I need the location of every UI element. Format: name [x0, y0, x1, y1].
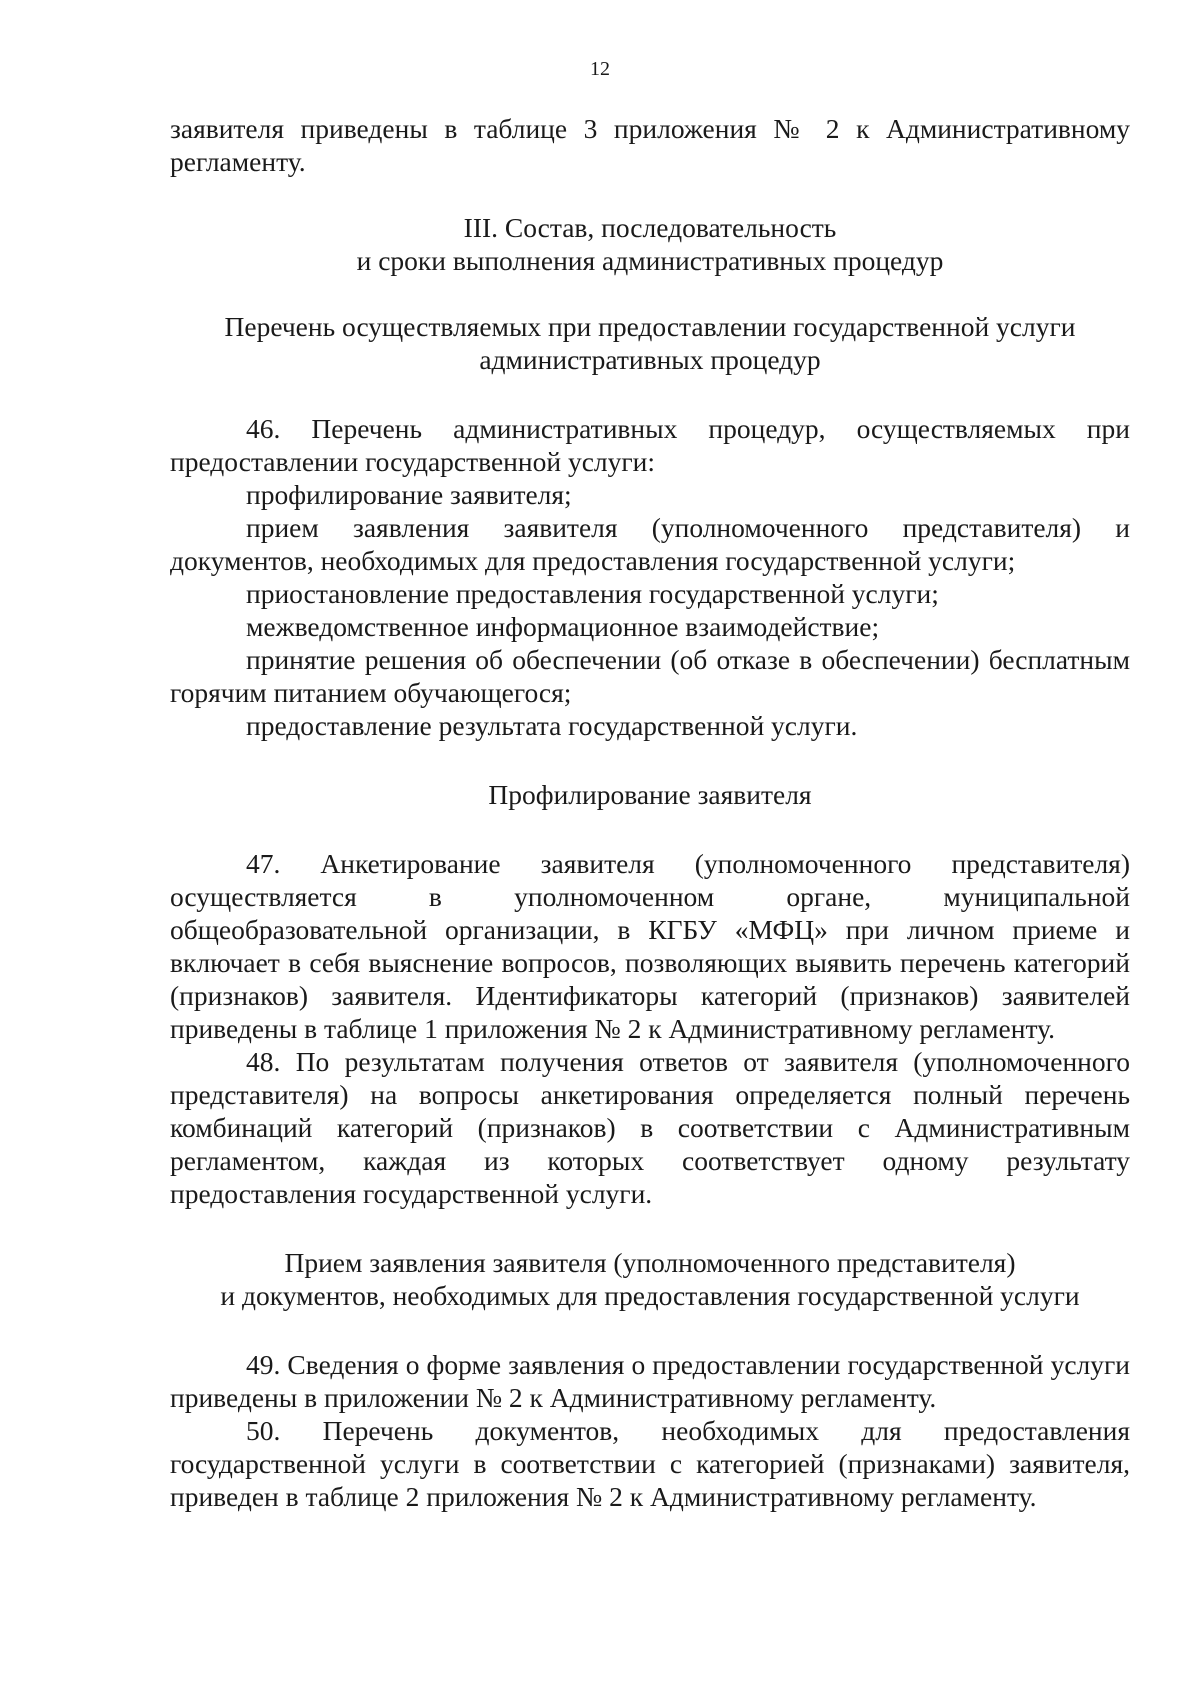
reception-title-line-2: и документов, необходимых для предоставления государственной услуги [220, 1280, 1080, 1311]
paragraph-49: 49. Сведения о форме заявления о предоставлении государственной услуги приведены в приложении № 2 к Административному регламенту. [170, 1349, 1130, 1413]
list-item: межведомственное информационное взаимодействие; [246, 611, 880, 642]
section-title-line-1: III. Состав, последовательность [463, 212, 837, 243]
list-item: приостановление предоставления государственной услуги; [246, 578, 939, 609]
profiling-title: Профилирование заявителя [488, 779, 812, 810]
reception-title [170, 1246, 1130, 1312]
list-item: профилирование заявителя; [246, 479, 572, 510]
paragraph-50: 50. Перечень документов, необходимых для предоставления государственной услуги в соответствии с категорией (признаками) заявителя, приведен в таблице 2 приложения № 2 к Административному регламенту. [170, 1415, 1130, 1512]
section-title [170, 211, 1130, 277]
subsection-title-line-2: административных процедур [479, 344, 821, 375]
page-number: 12 [590, 58, 610, 80]
section-title-line-2: и сроки выполнения административных процедур [356, 245, 944, 276]
list-item: принятие решения об обеспечении (об отказе в обеспечении) бесплатным горячим питанием обучающегося; [170, 644, 1130, 708]
list-item: прием заявления заявителя (уполномоченного представителя) и документов, необходимых для предоставления государственной услуги; [170, 512, 1130, 576]
reception-title-line-1: Прием заявления заявителя (уполномоченного представителя) [284, 1247, 1016, 1278]
subsection-title [170, 310, 1130, 376]
list-item: предоставление результата государственной услуги. [246, 710, 858, 741]
paragraph-46: 46. Перечень административных процедур, осуществляемых при предоставлении государственной услуги: [170, 413, 1130, 477]
paragraph-47: 47. Анкетирование заявителя (уполномоченного представителя) осуществляется в уполномоченном органе, муниципальной общеобразовательной организации, в КГБУ «МФЦ» при личном приеме и включает в себя выяснение вопросов, позволяющих выявить перечень категорий (признаков) заявителя. Идентификаторы категорий (признаков) заявителей приведены в таблице 1 приложения № 2 к Административному регламенту. [170, 848, 1130, 1044]
subsection-title-line-1: Перечень осуществляемых при предоставлении государственной услуги [224, 311, 1076, 342]
paragraph-48: 48. По результатам получения ответов от заявителя (уполномоченного представителя) на вопросы анкетирования определяется полный перечень комбинаций категорий (признаков) в соответствии с Административным регламентом, каждая из которых соответствует одному результату предоставления государственной услуги. [170, 1046, 1130, 1209]
document-body [170, 112, 1130, 1513]
intro-paragraph: заявителя приведены в таблице 3 приложения № 2 к Административному регламенту. [170, 113, 1130, 177]
